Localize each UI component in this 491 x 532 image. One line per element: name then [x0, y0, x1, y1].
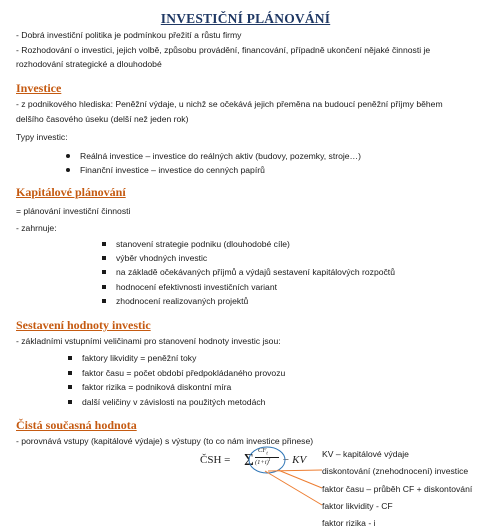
bullet-icon — [68, 400, 72, 404]
bullet-icon — [68, 371, 72, 375]
bullet-icon — [102, 242, 106, 246]
formula-left: ČSH = — [200, 454, 231, 466]
sestaveni-line: - základními vstupními veličinami pro stanovení hodnoty investic jsou: — [16, 336, 281, 346]
section-heading-sestaveni: Sestavení hodnoty investic — [16, 318, 151, 332]
kapitalove-line: = plánování investiční činnosti — [16, 206, 131, 216]
intro-line: - Rozhodování o investici, jejich volbě, způsobu provádění, financování, případně ukončení nějaké činnosti je — [16, 45, 431, 55]
kapitalove-line: - zahrnuje: — [16, 223, 57, 233]
formula-right: − KV — [282, 454, 307, 466]
bullet-icon — [68, 385, 72, 389]
section-heading-kapitalove: Kapitálové plánování — [16, 185, 126, 199]
section-heading-investice: Investice — [16, 81, 62, 95]
npv-formula — [200, 444, 320, 484]
investice-line: - z podnikového hlediska: Peněžní výdaje, u nichž se očekává jejich přeměna na budoucí peněžní příjmy během — [16, 99, 443, 109]
legend-item: faktor rizika - i — [322, 518, 376, 528]
formula-denominator: $(1+i)^t$ — [255, 458, 271, 467]
document-page: INVESTIČNÍ PLÁNOVÁNÍ - Dobrá investiční politika je podmínkou přežití a růstu firmy - Rozhodování o investici, jejich volbě, způsobu provádění, financování, případně ukončení nějaké činnosti je rozhodování strategické a dlouhodobé Investice - z podnikového hlediska: Peněžní výdaje, u nichž se očekává jejich přeměna na budoucí peněžní příjmy během delšího časového úseku (delší než jeden rok) Typy investic: Reálná investice – investice do reálných aktiv (budovy, pozemky, stroje…) Finanční investice – investice do cenných papírů Kapitálové plánování = plánování investiční činnosti - zahrnuje: stanovení strategie podniku (dlouhodobé cíle) výběr vhodných investic na základě očekávaných příjmů a výdajů sestavení kapitálových rozpočtů hodnocení efektivnosti investičních variant zhodnocení realizovaných projektů Sestavení hodnoty investic - základními vstupními veličinami pro stanovení hodnoty investic jsou: faktory likvidity = peněžní toky faktor času = počet období předpokládaného provozu faktor rizika = podniková diskontní míra další veličiny v závislosti na použitých metodách Čistá současná hodnota - porovnává vstupy (kapitálové výdaje) s výstupy (to co nám investice přinese) ČSH = Σ $CF_t$ $(1+i)^t$ − KV KV – kapitálové výdaje diskontování (znehodnocení) investice faktor času – průběh CF + diskontování faktor likvidity - CF faktor rizika - i — [0, 0, 491, 532]
legend-item: faktor likvidity - CF — [322, 501, 393, 511]
page-title: INVESTIČNÍ PLÁNOVÁNÍ — [160, 11, 331, 26]
legend-item: faktor času – průběh CF + diskontování — [322, 484, 473, 494]
formula-numerator: $CF_t$ — [258, 447, 268, 457]
bullet-icon — [102, 256, 106, 260]
investice-line: Typy investic: — [16, 132, 68, 142]
investice-line: delšího časového úseku (delší než jeden rok) — [16, 114, 189, 124]
intro-line: rozhodování strategické a dlouhodobé — [16, 59, 162, 69]
bullet-icon — [68, 356, 72, 360]
bullet-icon — [102, 299, 106, 303]
cista-line: - porovnává vstupy (kapitálové výdaje) s výstupy (to co nám investice přinese) — [16, 436, 314, 446]
legend-item: KV – kapitálové výdaje — [322, 449, 409, 459]
sum-symbol: Σ — [244, 450, 254, 469]
bullet-icon — [102, 285, 106, 289]
bullet-icon — [102, 270, 106, 274]
bullet-icon — [66, 168, 70, 172]
intro-line: - Dobrá investiční politika je podmínkou přežití a růstu firmy — [16, 30, 242, 40]
bullet-icon — [66, 154, 70, 158]
legend-item: diskontování (znehodnocení) investice — [322, 466, 469, 476]
section-heading-cista: Čistá současná hodnota — [16, 418, 137, 432]
